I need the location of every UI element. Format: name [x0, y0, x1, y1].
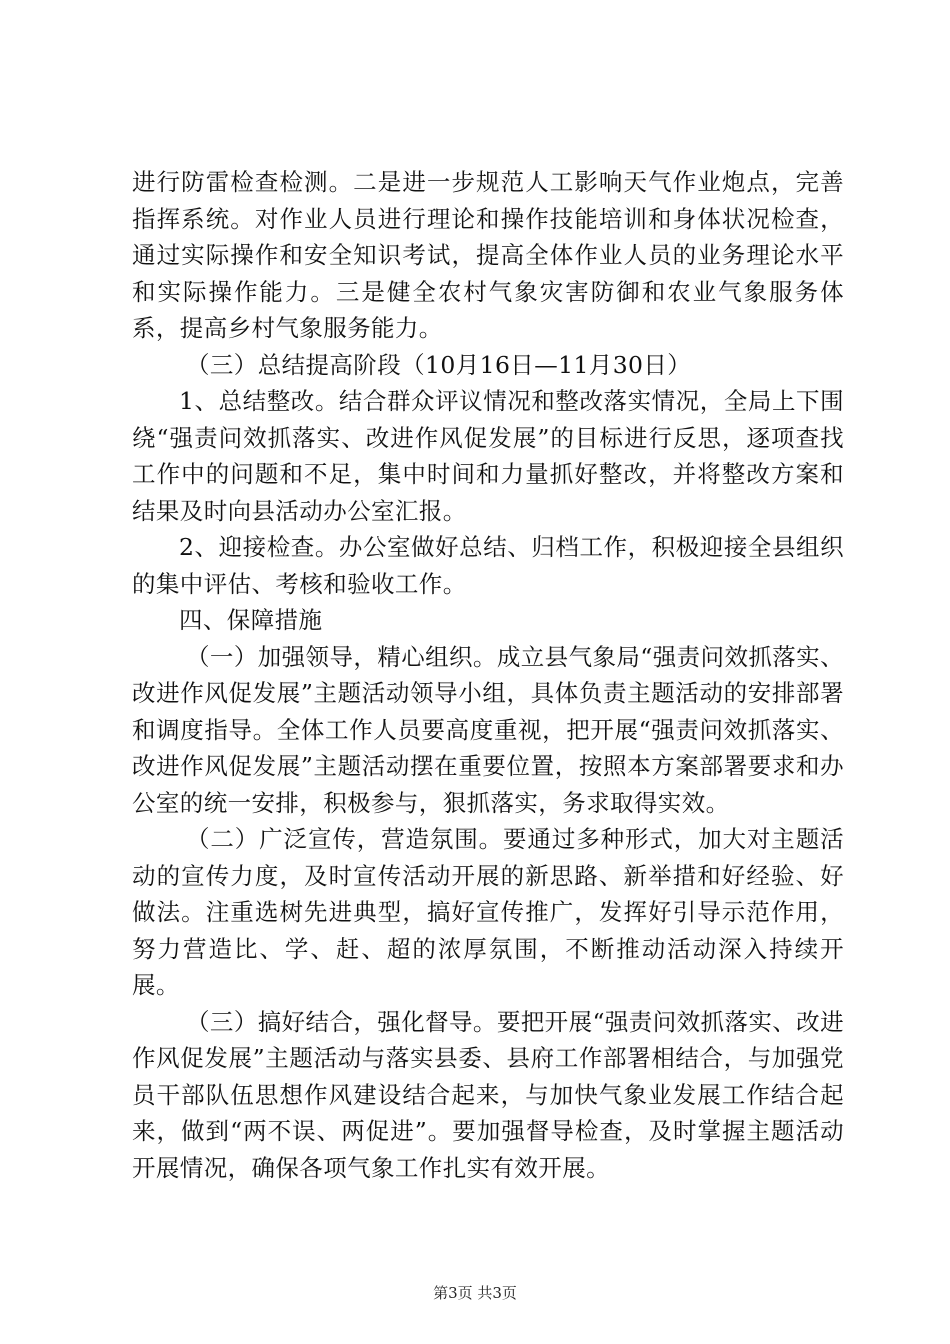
paragraph-inspection: 2、迎接检查。办公室做好总结、归档工作，积极迎接全县组织的集中评估、考核和验收工作。 [132, 533, 844, 598]
section-heading-safeguards: 四、保障措施 [179, 606, 323, 634]
paragraph-supervision: （三）搞好结合，强化督导。要把开展“强责问效抓落实、改进作风促发展”主题活动与落实县委、县府工作部署相结合，与加强党员干部队伍思想作风建设结合起来，与加快气象业发展工作结合起来，做到“两不误、两促进”。要加强督导检查，及时掌握主题活动开展情况，确保各项气象工作扎实有效开展。 [132, 1007, 844, 1182]
page-footer: 第3页 共3页 [433, 1284, 517, 1302]
paragraph-summary-rectification: 1、总结整改。结合群众评议情况和整改落实情况，全局上下围绕“强责问效抓落实、改进作风促发展”的目标进行反思，逐项查找工作中的问题和不足，集中时间和力量抓好整改，并将整改方案和结果及时向县活动办公室汇报。 [132, 387, 844, 525]
document-body [132, 164, 844, 1186]
paragraph-leadership: （一）加强领导，精心组织。成立县气象局“强责问效抓落实、改进作风促发展”主题活动领导小组，具体负责主题活动的安排部署和调度指导。全体工作人员要高度重视，把开展“强责问效抓落实、改进作风促发展”主题活动摆在重要位置，按照本方案部署要求和办公室的统一安排，积极参与，狠抓落实，务求取得实效。 [132, 642, 844, 817]
paragraph-publicity: （二）广泛宣传，营造氛围。要通过多种形式，加大对主题活动的宣传力度，及时宣传活动开展的新思路、新举措和好经验、好做法。注重选树先进典型，搞好宣传推广，发挥好引导示范作用，努力营造比、学、赶、超的浓厚氛围，不断推动活动深入持续开展。 [132, 825, 844, 999]
section-heading-summary-stage: （三）总结提高阶段（10月16日—11月30日） [186, 350, 692, 379]
paragraph-continuation: 进行防雷检查检测。二是进一步规范人工影响天气作业炮点，完善指挥系统。对作业人员进行理论和操作技能培训和身体状况检查，通过实际操作和安全知识考试，提高全体作业人员的业务理论水平和实际操作能力。三是健全农村气象灾害防御和农业气象服务体系，提高乡村气象服务能力。 [132, 168, 844, 342]
